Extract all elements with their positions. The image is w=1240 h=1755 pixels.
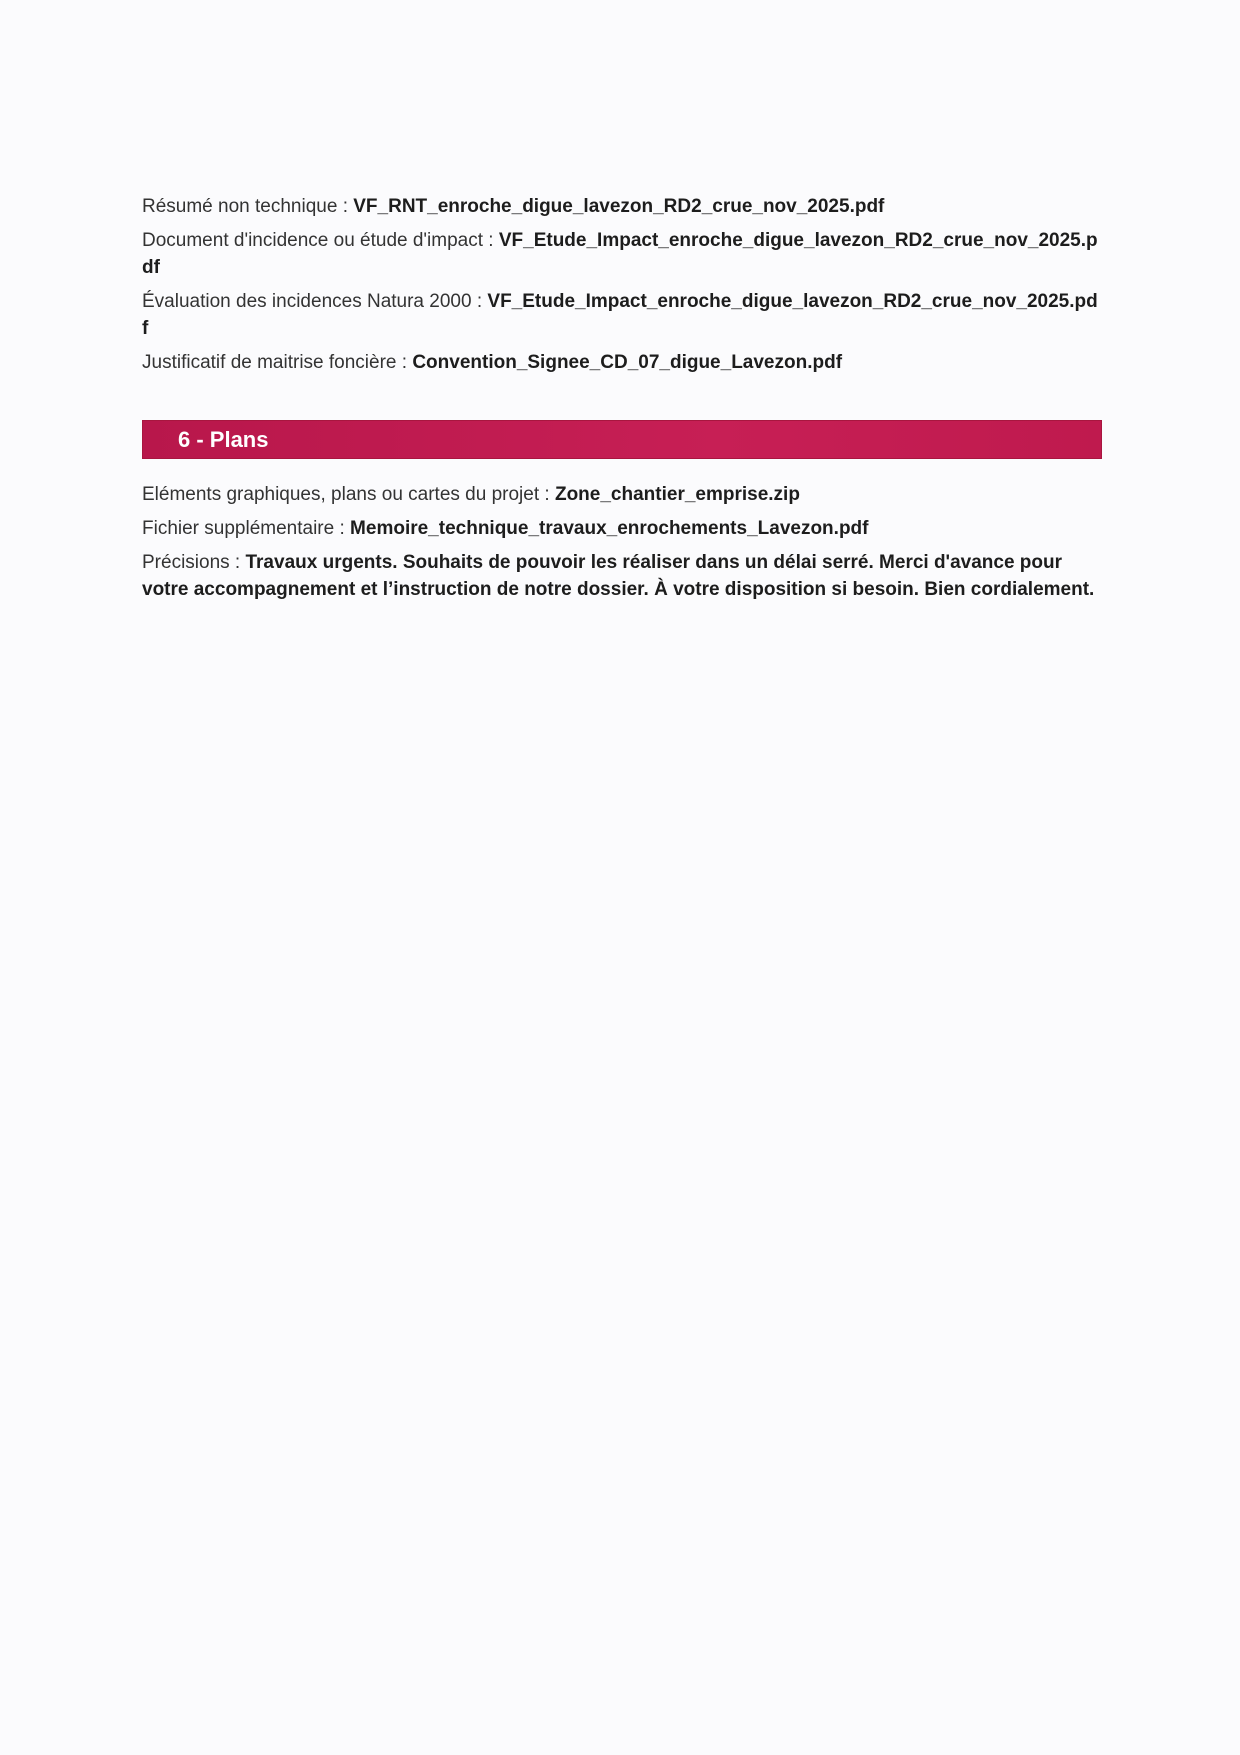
field-maitrise-fonciere: [142, 349, 1102, 376]
field-elements-graphiques: [142, 481, 1102, 508]
field-label: Eléments graphiques, plans ou cartes du projet :: [142, 484, 555, 505]
field-label: Justificatif de maitrise foncière :: [142, 352, 413, 373]
file-name: VF_Etude_Impact_enroche_digue_lavezon_RD2_crue_nov_2025.pdf: [142, 291, 1098, 339]
field-label: Résumé non technique :: [142, 196, 354, 217]
field-fichier-supplementaire: [142, 515, 1102, 542]
file-name: Convention_Signee_CD_07_digue_Lavezon.pdf: [412, 352, 843, 373]
field-evaluation-natura-2000: [142, 288, 1102, 342]
section-header-plans: [142, 420, 1102, 459]
field-resume-non-technique: [142, 193, 1102, 220]
file-name: Memoire_technique_travaux_enrochements_Lavezon.pdf: [350, 518, 869, 539]
file-name: VF_Etude_Impact_enroche_digue_lavezon_RD2_crue_nov_2025.pdf: [142, 230, 1098, 278]
file-name: Zone_chantier_emprise.zip: [554, 484, 800, 505]
field-label: Précisions :: [142, 552, 246, 573]
documents-list: [142, 193, 1102, 383]
field-document-incidence: [142, 227, 1102, 281]
field-label: Fichier supplémentaire :: [142, 518, 351, 539]
field-label: Évaluation des incidences Natura 2000 :: [142, 291, 488, 312]
section-title: 6 - Plans: [178, 427, 269, 452]
plans-list: [142, 481, 1102, 610]
field-precisions: [142, 549, 1102, 603]
field-label: Document d'incidence ou étude d'impact :: [142, 230, 499, 251]
precisions-text: Travaux urgents. Souhaits de pouvoir les réaliser dans un délai serré. Merci d'avance pour votre accompagnement et l’instruction de notre dossier. À votre disposition si besoin. Bien cordialement.: [142, 552, 1095, 600]
file-name: VF_RNT_enroche_digue_lavezon_RD2_crue_nov_2025.pdf: [353, 196, 885, 217]
